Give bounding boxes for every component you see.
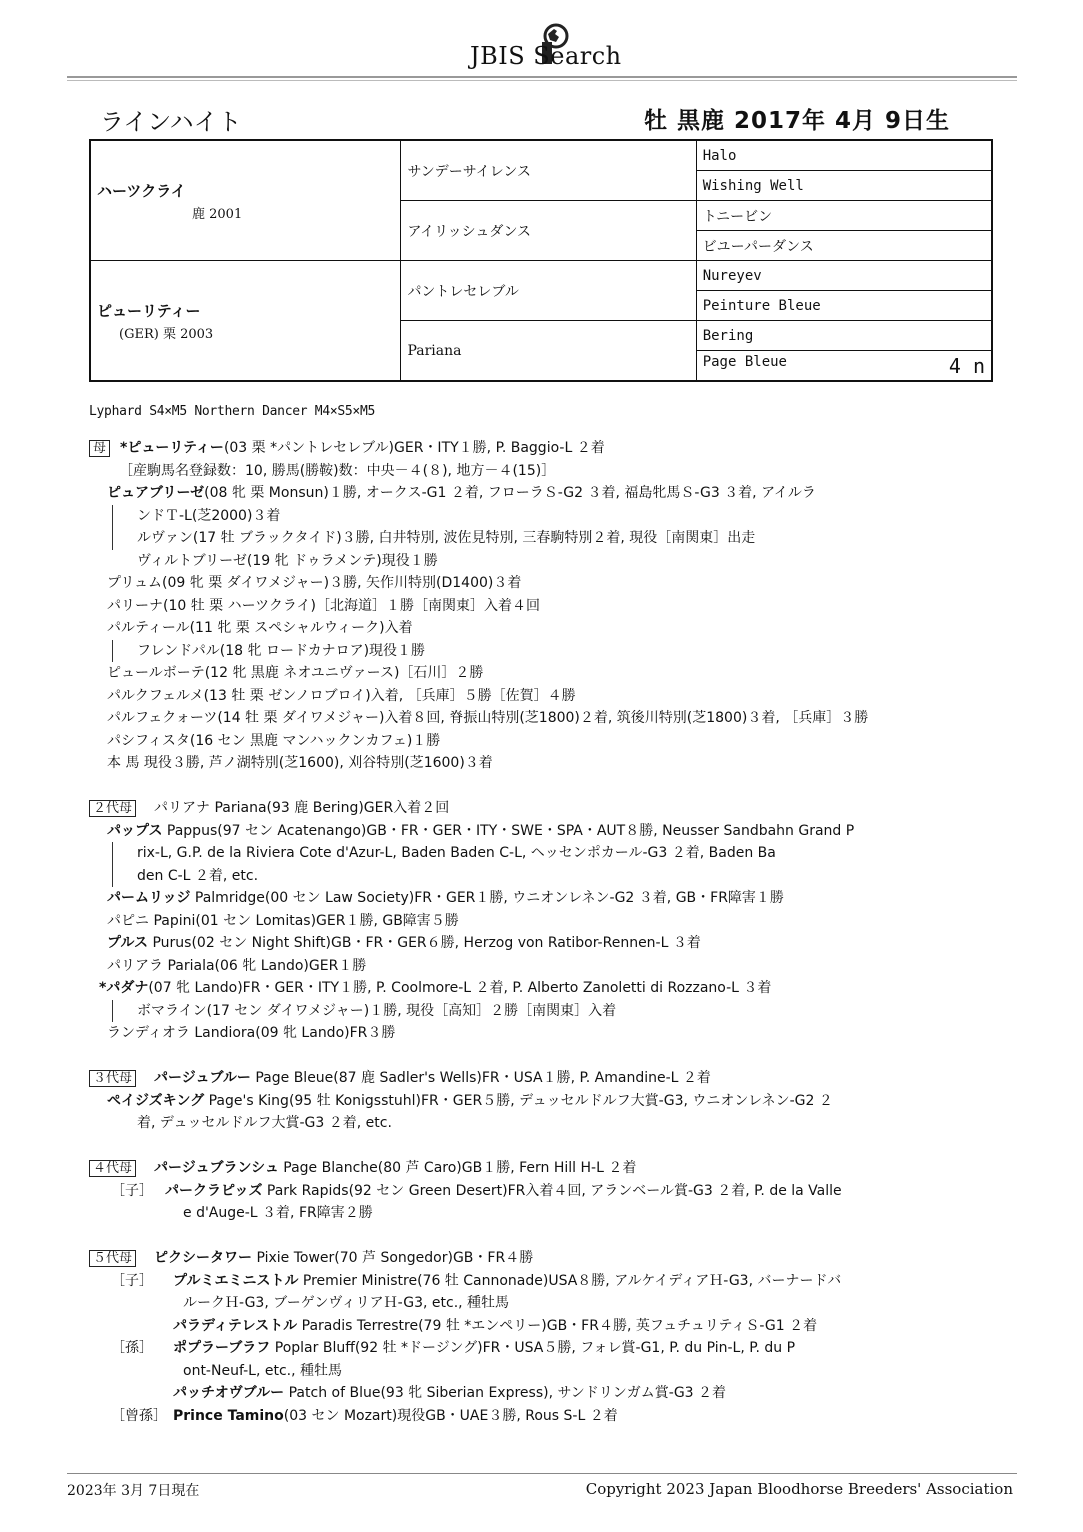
section-tag: ４代母	[89, 1160, 136, 1177]
list-item: パピニ Papini(01 セン Lomitas)GER１勝, GB障害５勝	[107, 912, 459, 929]
list-item: e d'Auge-L ３着, FR障害２勝	[183, 1205, 373, 1221]
sibling-name: Prince Tamino	[173, 1407, 284, 1424]
list-item	[89, 1337, 989, 1360]
inbreeding-line: Lyphard S4×M5 Northern Dancer M4×S5×M5	[89, 404, 376, 419]
list-item	[89, 1382, 989, 1405]
dam-record: (03 栗 *パントレセレブル)GER・ITY１勝, P. Baggio-L ２着	[223, 440, 605, 456]
g3-4: ビユーパーダンス	[696, 231, 992, 261]
fourth-dam-heading	[89, 1157, 989, 1180]
pedigree-table	[89, 139, 993, 382]
g3-2: Wishing Well	[696, 171, 992, 201]
jbis-logo[interactable]	[0, 22, 1083, 74]
list-item	[89, 482, 989, 505]
logo-text: JBIS Search	[470, 42, 622, 70]
sibling-name: パップス	[107, 822, 163, 839]
offspring-record: ルヴァン(17 牡 ブラックタイド)３勝, 白井特別, 波佐見特別, 三春駒特別２着, 現役［南関東］出走	[137, 530, 756, 546]
sire-detail: 鹿 2001	[192, 206, 243, 222]
horse-name: ラインハイト	[100, 108, 242, 136]
sibling-record: Premier Ministre(76 牡 Cannonade)USA８勝, アルケイディアＨ-G3, バーナードバ	[298, 1272, 842, 1289]
list-item: プリュム(09 牝 栗 ダイワメジャー)３勝, 矢作川特別(D1400)３着	[107, 575, 522, 591]
third-dam-heading	[89, 1067, 989, 1090]
list-item	[89, 865, 989, 888]
list-item	[89, 977, 989, 1000]
sibling-record: Palmridge(00 セン Law Society)FR・GER１勝, ウニオンレネン-G2 ３着, GB・FR障害１勝	[190, 890, 784, 906]
sire-sire: サンデーサイレンス	[401, 140, 696, 201]
list-item	[89, 1315, 989, 1338]
dam-cell	[90, 261, 401, 382]
relation-tag: ［子］	[111, 1272, 153, 1289]
sibling-name: ポプラーブラフ	[173, 1340, 271, 1356]
section-tag: ５代母	[89, 1250, 136, 1267]
third-dam-name: パージュブルー	[154, 1070, 251, 1086]
g3-3: トニービン	[696, 201, 992, 231]
fourth-dam-name: パージュブランシュ	[154, 1160, 279, 1176]
sibling-record: Page's King(95 牡 Konigsstuhl)FR・GER５勝, デュッセルドルフ大賞-G3, ウニオンレネン-G2 ２	[204, 1092, 833, 1109]
sibling-record: Paradis Terrestre(79 牡 *エンペリー)GB・FR４勝, 英フュチュリティＳ-G1 ２着	[297, 1317, 818, 1334]
dam-detail: (GER) 栗 2003	[119, 326, 214, 342]
fourth-dam-record: Page Blanche(80 芦 Caro)GB１勝, Fern Hill H-L ２着	[278, 1160, 637, 1176]
section-tag: ２代母	[89, 800, 136, 817]
list-item	[89, 1405, 989, 1428]
footer-copyright: Copyright 2023 Japan Bloodhorse Breeders' Association	[585, 1480, 1013, 1498]
relation-tag: ［曾孫］	[111, 1407, 167, 1424]
sibling-name: パッチオヴブルー	[173, 1385, 285, 1401]
list-item	[89, 1270, 989, 1293]
list-item	[89, 932, 989, 955]
dam-dam: Pariana	[401, 321, 696, 382]
sibling-record: rix-L, G.P. de la Riviera Cote d'Azur-L, Baden Baden C-L, ヘッセンポカール-G3 ２着, Baden Ba	[137, 845, 776, 861]
list-item	[89, 1180, 989, 1203]
dam-name-text: *ピューリティー	[120, 440, 224, 456]
list-item	[89, 887, 989, 910]
list-item	[89, 820, 989, 843]
list-item	[89, 842, 989, 865]
dam-heading	[89, 437, 989, 460]
sibling-name: パームリッジ	[107, 890, 191, 906]
birth-info: 牡 黒鹿 2017年 4月 9日生	[643, 108, 950, 134]
family-section	[89, 437, 989, 1427]
sibling-name: プルミエミニストル	[173, 1272, 299, 1289]
sibling-record: (07 牝 Lando)FR・GER・ITY１勝, P. Coolmore-L ２着, P. Alberto Zanoletti di Rozzano-L ３着	[148, 980, 772, 996]
g3-7: Bering	[696, 321, 992, 351]
sibling-record: Pappus(97 セン Acatenango)GB・FR・GER・ITY・SWE・SPA・AUT８勝, Neusser Sandbahn Grand P	[162, 822, 855, 839]
offspring-record: ヴィルトブリーゼ(19 牝 ドゥラメンテ)現役１勝	[137, 552, 438, 569]
second-dam-heading	[89, 797, 989, 820]
sire-cell	[90, 140, 401, 261]
sibling-name: パークラピッズ	[165, 1182, 263, 1199]
section-tag: ３代母	[89, 1070, 136, 1087]
g3-5: Nureyev	[696, 261, 992, 291]
third-dam-record: Page Bleue(87 鹿 Sadler's Wells)FR・USA１勝, P. Amandine-L ２着	[250, 1070, 711, 1086]
list-item: パシフィスタ(16 セン 黒鹿 マンハックンカフェ)１勝	[107, 732, 441, 749]
sibling-record: den C-L ２着, etc.	[137, 867, 259, 884]
list-item	[89, 505, 989, 528]
sibling-record: Purus(02 セン Night Shift)GB・FR・GER６勝, Herzog von Ratibor-Rennen-L ３着	[148, 935, 701, 951]
footer-rule	[67, 1473, 1017, 1474]
sibling-record: Poplar Bluff(92 牡 *ドージング)FR・USA５勝, フォレ賞-G1, P. du Pin-L, P. du P	[270, 1340, 796, 1356]
relation-tag: ［孫］	[111, 1340, 153, 1356]
fifth-dam-name: ピクシータワー	[154, 1250, 253, 1266]
offspring-record: ボマライン(17 セン ダイワメジャー)１勝, 現役［高知］２勝［南関東］入着	[137, 1002, 617, 1019]
list-item: ont-Neuf-L, etc., 種牡馬	[183, 1362, 343, 1379]
footer-date: 2023年 3月 7日現在	[67, 1483, 200, 1499]
inbreed-mark: 4 n	[948, 353, 985, 378]
list-item: パリーナ(10 牡 栗 ハーツクライ)［北海道］１勝［南関東］入着４回	[107, 597, 540, 614]
fifth-dam-heading	[89, 1247, 989, 1270]
sibling-name: パラディテレストル	[173, 1317, 298, 1334]
sire-name: ハーツクライ	[97, 181, 186, 200]
dam-name: ピューリティー	[97, 301, 201, 320]
sire-dam: アイリッシュダンス	[401, 201, 696, 261]
g3-8	[696, 351, 992, 382]
sibling-name: プルス	[107, 935, 149, 951]
sibling-name: ペイジズキング	[107, 1092, 205, 1109]
list-item: パリアラ Pariala(06 牝 Lando)GER１勝	[107, 957, 367, 974]
list-item: ランディオラ Landiora(09 牝 Lando)FR３勝	[107, 1025, 396, 1041]
list-item	[89, 527, 989, 550]
g3-8-name: Page Bleue	[702, 353, 787, 370]
g3-1: Halo	[696, 140, 992, 171]
relation-tag: ［子］	[111, 1182, 153, 1199]
reg-stats: ［産駒馬名登録数：10, 勝馬(勝鞍)数：中央－４(８), 地方－４(15)］	[119, 462, 556, 479]
list-item: パルティール(11 牝 栗 スペシャルウィーク)入着	[107, 620, 413, 636]
list-item	[89, 550, 989, 573]
list-item	[89, 1090, 989, 1113]
list-item: パルフェクォーツ(14 牡 栗 ダイワメジャー)入着８回, 脊振山特別(芝1800)２着, 筑後川特別(芝1800)３着, ［兵庫］３勝	[107, 710, 869, 726]
sibling-record: Park Rapids(92 セン Green Desert)FR入着４回, アランベール賞-G3 ２着, P. de la Valle	[262, 1182, 842, 1199]
sibling-record: (08 牝 栗 Monsun)１勝, オークス-G1 ２着, フローラＳ-G2 ３着, 福島牝馬Ｓ-G3 ３着, アイルラ	[204, 485, 816, 501]
header-rule	[67, 76, 1017, 81]
sibling-record: ンドＴ-L(芝2000)３着	[137, 507, 281, 524]
list-item	[89, 640, 989, 663]
list-item: パルクフェルメ(13 牡 栗 ゼンノロブロイ)入着, ［兵庫］５勝［佐賀］４勝	[107, 687, 576, 704]
g3-6: Peinture Bleue	[696, 291, 992, 321]
sibling-name: ピュアブリーゼ	[107, 485, 205, 501]
sibling-record: Patch of Blue(93 牝 Siberian Express), サンドリンガム賞-G3 ２着	[284, 1385, 727, 1401]
sibling-record: (03 セン Mozart)現役GB・UAE３勝, Rous S-L ２着	[283, 1407, 618, 1424]
dam-sire: パントレセレブル	[401, 261, 696, 321]
section-tag: 母	[89, 440, 110, 457]
list-item: 本 馬 現役３勝, 芦ノ湖特別(芝1600), 刈谷特別(芝1600)３着	[107, 755, 493, 771]
sibling-name: *パダナ	[99, 980, 149, 996]
list-item: 着, デュッセルドルフ大賞-G3 ２着, etc.	[137, 1115, 392, 1131]
list-item: ピュールボーテ(12 牝 黒鹿 ネオユニヴァース)［石川］２勝	[107, 665, 484, 681]
list-item	[89, 1000, 989, 1023]
offspring-record: フレンドパル(18 牝 ロードカナロア)現役１勝	[137, 642, 426, 659]
list-item: ルークＨ-G3, ブーゲンヴィリアＨ-G3, etc., 種牡馬	[183, 1295, 510, 1311]
fifth-dam-record: Pixie Tower(70 芦 Songedor)GB・FR４勝	[252, 1250, 534, 1266]
second-dam-record: パリアナ Pariana(93 鹿 Bering)GER入着２回	[154, 800, 450, 816]
